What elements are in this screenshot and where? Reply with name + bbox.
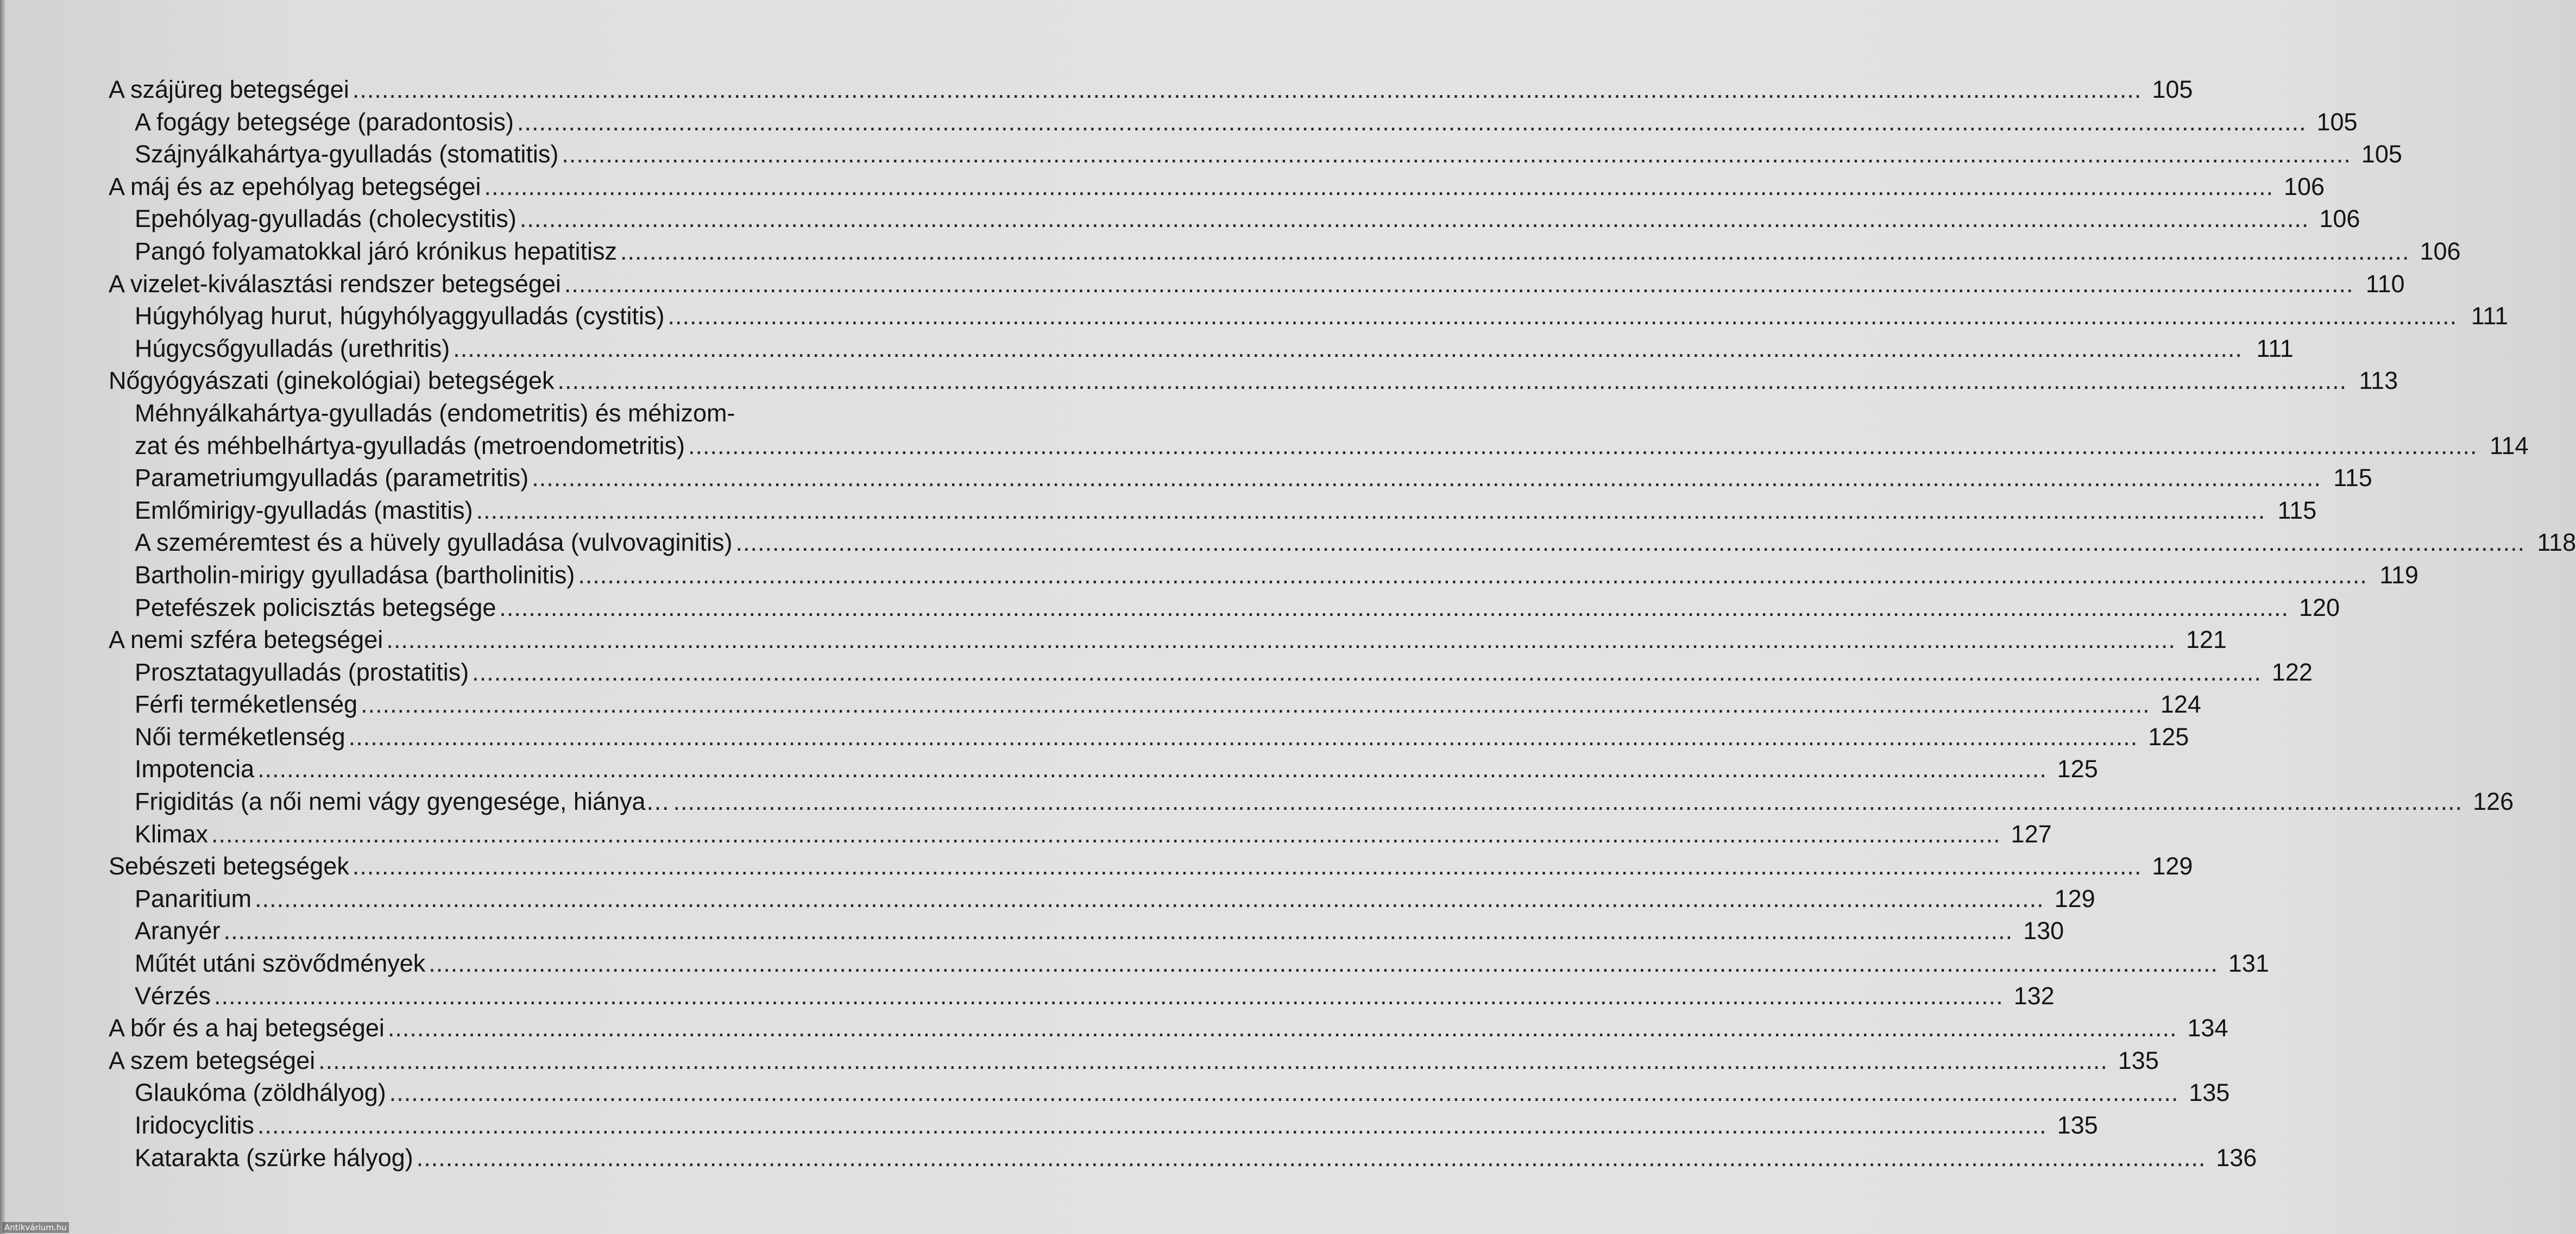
toc-entry-title: A bőr és a haj betegségei — [109, 1014, 385, 1042]
toc-entry-title: Sebészeti betegségek — [109, 852, 349, 880]
toc-entry-title: A vizelet-kiválasztási rendszer betegségei — [109, 269, 561, 298]
toc-entry — [109, 430, 2529, 462]
toc-page-number: 115 — [2333, 464, 2372, 492]
toc-entry — [109, 364, 2398, 397]
toc-entry — [109, 268, 2405, 300]
toc-entry — [109, 494, 2317, 527]
dot-leader — [211, 818, 2001, 851]
toc-entry-title: A szeméremtest és a hüvely gyulladása (vulvovaginitis) — [135, 528, 733, 557]
toc-entry — [109, 883, 2095, 915]
toc-entry — [109, 753, 2098, 785]
toc-page-number: 135 — [2118, 1046, 2159, 1074]
toc-page-number: 114 — [2489, 431, 2529, 459]
dot-leader — [484, 171, 2273, 203]
toc-entry — [109, 915, 2064, 947]
dot-leader — [417, 1142, 2206, 1174]
toc-entry-wrapped-line — [109, 397, 907, 430]
toc-entry — [109, 688, 2201, 721]
toc-entry-title: Emlőmirigy-gyulladás (mastitis) — [135, 496, 473, 524]
toc-entry-title: Epehólyag-gyulladás (cholecystitis) — [135, 205, 517, 233]
toc-page-number: 118 — [2537, 528, 2576, 557]
toc-page-number: 125 — [2148, 722, 2189, 751]
toc-entry-title: Parametriumgyulladás (parametritis) — [135, 464, 529, 492]
toc-page-number: 106 — [2420, 237, 2461, 265]
toc-page-number: 106 — [2284, 172, 2325, 200]
dot-leader — [558, 364, 2347, 397]
toc-page-number: 132 — [2013, 981, 2055, 1010]
toc-entry-title: Klimax — [135, 820, 209, 848]
toc-page-number: 129 — [2152, 852, 2193, 880]
toc-entry-title: zat és méhbelhártya-gyulladás (metroendometritis) — [135, 431, 685, 459]
dot-leader — [257, 1109, 2047, 1142]
dot-leader — [472, 656, 2262, 689]
dot-leader — [389, 1076, 2179, 1109]
toc-entry — [109, 332, 2294, 365]
toc-entry-title: Műtét utáni szövődmények — [135, 949, 426, 978]
toc-page-number: 106 — [2319, 205, 2360, 233]
dot-leader — [562, 138, 2351, 171]
page-edge — [0, 0, 5, 1234]
toc-entry-title: Bartholin-mirigy gyulladása (bartholinitis) — [135, 561, 575, 589]
toc-entry — [109, 300, 2509, 332]
toc-entry-title: A szájüreg betegségei — [109, 75, 349, 103]
toc-entry — [109, 235, 2461, 268]
toc-entry-title: A szem betegségei — [109, 1046, 316, 1074]
dot-leader — [318, 1044, 2108, 1077]
dot-leader — [578, 559, 2367, 591]
toc-page-number: 135 — [2057, 1111, 2098, 1139]
toc-entry-title: Vérzés — [135, 981, 211, 1010]
toc-entry — [109, 138, 2402, 171]
dot-leader — [352, 73, 2142, 106]
toc-entry-title: Férfi terméketlenség — [135, 690, 358, 719]
toc-entry-title: A máj és az epehólyag betegségei — [109, 172, 481, 200]
dot-leader — [620, 235, 2410, 268]
toc-entry — [109, 850, 2193, 883]
toc-entry-title: Pangó folyamatokkal járó krónikus hepatitisz — [135, 237, 617, 265]
toc-entry-title: Prosztatagyulladás (prostatitis) — [135, 658, 469, 686]
toc-page-number: 122 — [2271, 658, 2313, 686]
dot-leader — [388, 1012, 2177, 1044]
dot-leader — [476, 494, 2266, 527]
dot-leader — [429, 947, 2218, 980]
toc-entry-title: Glaukóma (zöldhályog) — [135, 1079, 386, 1107]
dot-leader — [352, 850, 2142, 883]
dot-leader — [520, 203, 2309, 235]
toc-page-number: 136 — [2216, 1143, 2257, 1172]
toc-page-number: 115 — [2277, 496, 2317, 524]
toc-entry — [109, 980, 2055, 1012]
toc-entry — [109, 656, 2313, 689]
toc-entry — [109, 171, 2325, 203]
dot-leader — [255, 883, 2044, 915]
toc-entry-title: Szájnyálkahártya-gyulladás (stomatitis) — [135, 140, 559, 168]
dot-leader — [386, 624, 2176, 656]
toc-page-number: 111 — [2471, 302, 2509, 330]
dot-leader — [688, 430, 2478, 462]
toc-entry — [109, 73, 2193, 106]
toc-page-number: 105 — [2361, 140, 2402, 168]
watermark: Antikvárium.hu — [2, 1222, 69, 1233]
toc-entry — [109, 526, 2576, 559]
toc-entry — [109, 106, 2358, 138]
toc-entry-title: Iridocyclitis — [135, 1111, 255, 1139]
toc-page-number: 105 — [2152, 75, 2193, 103]
toc-entry-title: A fogágy betegsége (paradontosis) — [135, 108, 514, 136]
dot-leader — [257, 753, 2047, 785]
toc-page-number: 131 — [2228, 949, 2269, 978]
toc-entry-title: Női terméketlenség — [135, 722, 345, 751]
toc-page-number: 110 — [2365, 269, 2405, 298]
toc-page-number: 127 — [2011, 820, 2052, 848]
toc-entry — [109, 1109, 2098, 1142]
toc-page-number: 105 — [2316, 108, 2358, 136]
dot-leader — [532, 462, 2321, 494]
toc-entry-title: Panaritium — [135, 884, 252, 912]
toc-page-number: 120 — [2298, 593, 2340, 621]
toc-page-number: 129 — [2054, 884, 2095, 912]
toc-entry — [109, 818, 2052, 851]
table-of-contents — [109, 73, 2576, 1174]
toc-entry — [109, 1012, 2228, 1044]
toc-entry — [109, 203, 2360, 235]
toc-entry — [109, 462, 2372, 494]
dot-leader — [564, 268, 2354, 300]
toc-page-number: 130 — [2023, 917, 2064, 945]
dot-leader — [224, 915, 2013, 947]
toc-page-number: 124 — [2160, 690, 2201, 719]
toc-entry-title: Frigiditás (a női nemi vágy gyengesége, hiánya… — [135, 788, 670, 816]
toc-entry — [109, 947, 2269, 980]
dot-leader — [673, 785, 2463, 818]
toc-page-number: 113 — [2359, 367, 2398, 395]
dot-leader — [668, 300, 2458, 332]
toc-entry-title: Nőgyógyászati (ginekológiai) betegségek — [109, 367, 555, 395]
toc-page-number: 135 — [2189, 1079, 2230, 1107]
toc-page-number: 125 — [2057, 755, 2098, 783]
toc-entry-title: Aranyér — [135, 917, 221, 945]
dot-leader — [453, 332, 2243, 365]
toc-entry-title: Petefészek policisztás betegsége — [135, 593, 496, 621]
toc-entry-title: Impotencia — [135, 755, 255, 783]
toc-entry-title: Húgyhólyag hurut, húgyhólyaggyulladás (cystitis) — [135, 302, 665, 330]
toc-entry — [109, 624, 2227, 656]
toc-entry — [109, 1142, 2257, 1174]
dot-leader — [736, 526, 2525, 559]
toc-entry — [109, 1076, 2230, 1109]
toc-entry — [109, 591, 2340, 624]
toc-entry-title: Méhnyálkahártya-gyulladás (endometritis) és méhizom- — [135, 399, 735, 427]
dot-leader — [361, 688, 2150, 721]
toc-entry — [109, 559, 2418, 591]
toc-page-number: 121 — [2185, 626, 2227, 654]
toc-page-number: 126 — [2473, 788, 2514, 816]
dot-leader — [499, 591, 2289, 624]
dot-leader — [517, 106, 2307, 138]
toc-entry-title: A nemi szféra betegségei — [109, 626, 383, 654]
toc-entry — [109, 721, 2189, 753]
dot-leader — [214, 980, 2004, 1012]
toc-entry — [109, 1044, 2159, 1077]
toc-entry-title: Húgycsőgyulladás (urethritis) — [135, 334, 450, 362]
toc-page-number: 134 — [2187, 1014, 2228, 1042]
toc-entry — [109, 785, 2514, 818]
toc-page-number: 119 — [2379, 561, 2418, 589]
toc-page-number: 111 — [2256, 334, 2294, 362]
toc-entry-title: Katarakta (szürke hályog) — [135, 1143, 413, 1172]
dot-leader — [349, 721, 2138, 753]
